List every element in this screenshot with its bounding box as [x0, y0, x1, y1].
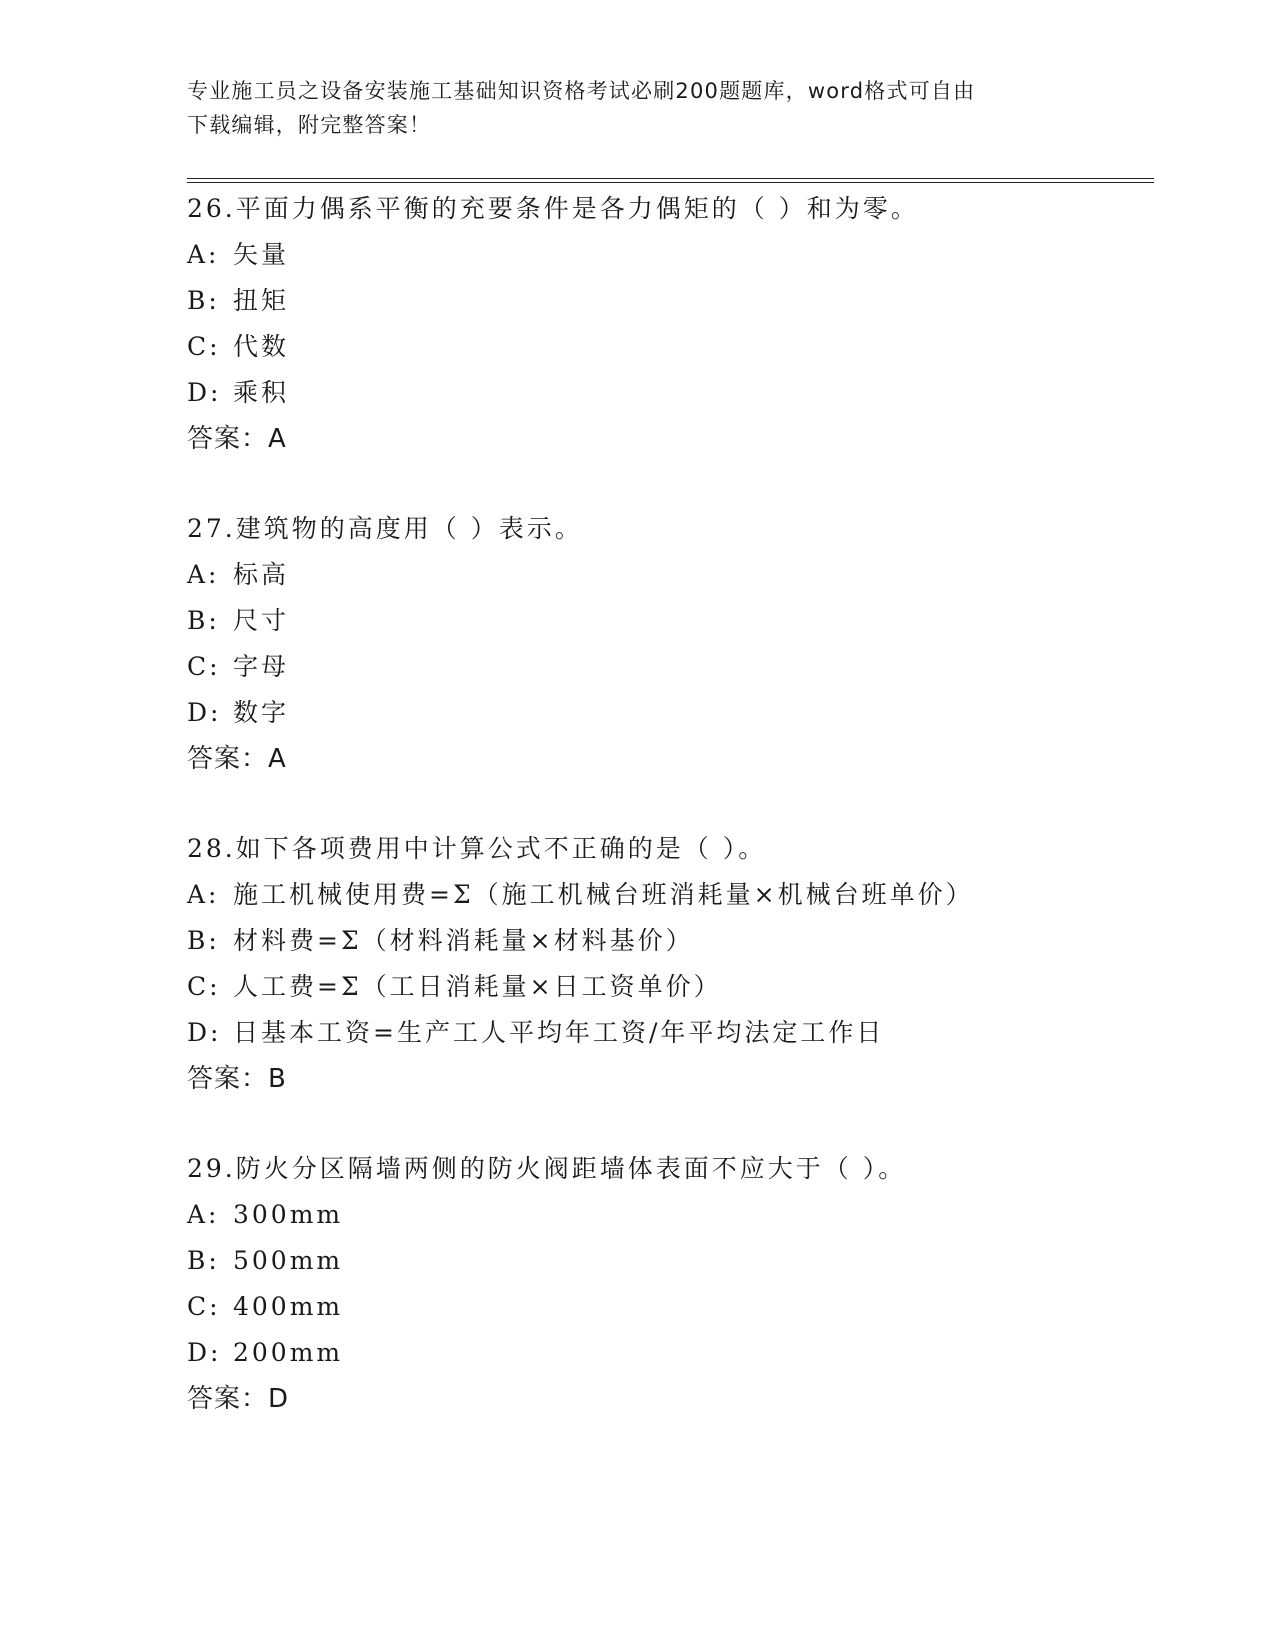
answer: 答案：A [187, 744, 287, 774]
question-28 [187, 826, 1167, 1102]
option-text: 300mm [233, 1200, 344, 1229]
option-letter: B: [187, 926, 220, 955]
option-letter: B: [187, 1246, 220, 1275]
option-letter: C: [187, 972, 221, 1001]
option-letter: C: [187, 1292, 221, 1321]
option-text: 施工机械使用费=Σ（施工机械台班消耗量×机械台班单价） [233, 880, 974, 909]
option-a [187, 552, 1167, 598]
answer: 答案：A [187, 424, 287, 454]
option-letter: A: [187, 240, 220, 269]
option-text: 字母 [233, 652, 290, 681]
option-b [187, 278, 1167, 324]
option-b [187, 918, 1167, 964]
question-stem: 26.平面力偶系平衡的充要条件是各力偶矩的（ ）和为零。 [187, 194, 919, 223]
option-letter: C: [187, 652, 221, 681]
option-c [187, 644, 1167, 690]
question-stem: 28.如下各项费用中计算公式不正确的是（ ）。 [187, 834, 767, 863]
option-letter: C: [187, 332, 221, 361]
header-line-1: 专业施工员之设备安装施工基础知识资格考试必刷200题题库，word格式可自由 [187, 79, 976, 103]
option-letter: D: [187, 698, 222, 727]
option-text: 矢量 [233, 240, 290, 269]
option-a [187, 232, 1167, 278]
option-letter: D: [187, 1018, 222, 1047]
option-letter: B: [187, 286, 220, 315]
option-text: 代数 [233, 332, 290, 361]
option-d [187, 690, 1167, 736]
option-text: 标高 [233, 560, 290, 589]
option-text: 扭矩 [233, 286, 290, 315]
option-b [187, 598, 1167, 644]
question-stem: 29.防火分区隔墙两侧的防火阀距墙体表面不应大于（ ）。 [187, 1154, 907, 1183]
question-26 [187, 186, 1167, 462]
question-27 [187, 506, 1167, 782]
option-text: 数字 [233, 698, 290, 727]
header-divider-bottom [187, 182, 1154, 183]
option-text: 500mm [233, 1246, 344, 1275]
option-letter: B: [187, 606, 220, 635]
option-text: 400mm [233, 1292, 344, 1321]
option-letter: A: [187, 560, 220, 589]
option-text: 人工费=Σ（工日消耗量×日工资单价） [233, 972, 722, 1001]
option-text: 200mm [233, 1338, 344, 1367]
option-letter: D: [187, 378, 222, 407]
option-text: 乘积 [233, 378, 290, 407]
header-line-2: 下载编辑，附完整答案！ [187, 113, 432, 137]
option-b [187, 1238, 1167, 1284]
option-a [187, 1192, 1167, 1238]
option-c [187, 324, 1167, 370]
header-divider-top [187, 178, 1154, 179]
question-stem: 27.建筑物的高度用（ ）表示。 [187, 514, 583, 543]
option-d [187, 1010, 1167, 1056]
option-c [187, 1284, 1167, 1330]
option-d [187, 1330, 1167, 1376]
option-text: 材料费=Σ（材料消耗量×材料基价） [233, 926, 694, 955]
document-header [187, 74, 1067, 142]
option-text: 日基本工资=生产工人平均年工资/年平均法定工作日 [233, 1018, 885, 1047]
option-letter: A: [187, 1200, 220, 1229]
option-c [187, 964, 1167, 1010]
option-letter: A: [187, 880, 220, 909]
option-letter: D: [187, 1338, 222, 1367]
question-29 [187, 1146, 1167, 1422]
option-a [187, 872, 1167, 918]
option-d [187, 370, 1167, 416]
answer: 答案：B [187, 1064, 287, 1094]
option-text: 尺寸 [233, 606, 290, 635]
answer: 答案：D [187, 1384, 290, 1414]
